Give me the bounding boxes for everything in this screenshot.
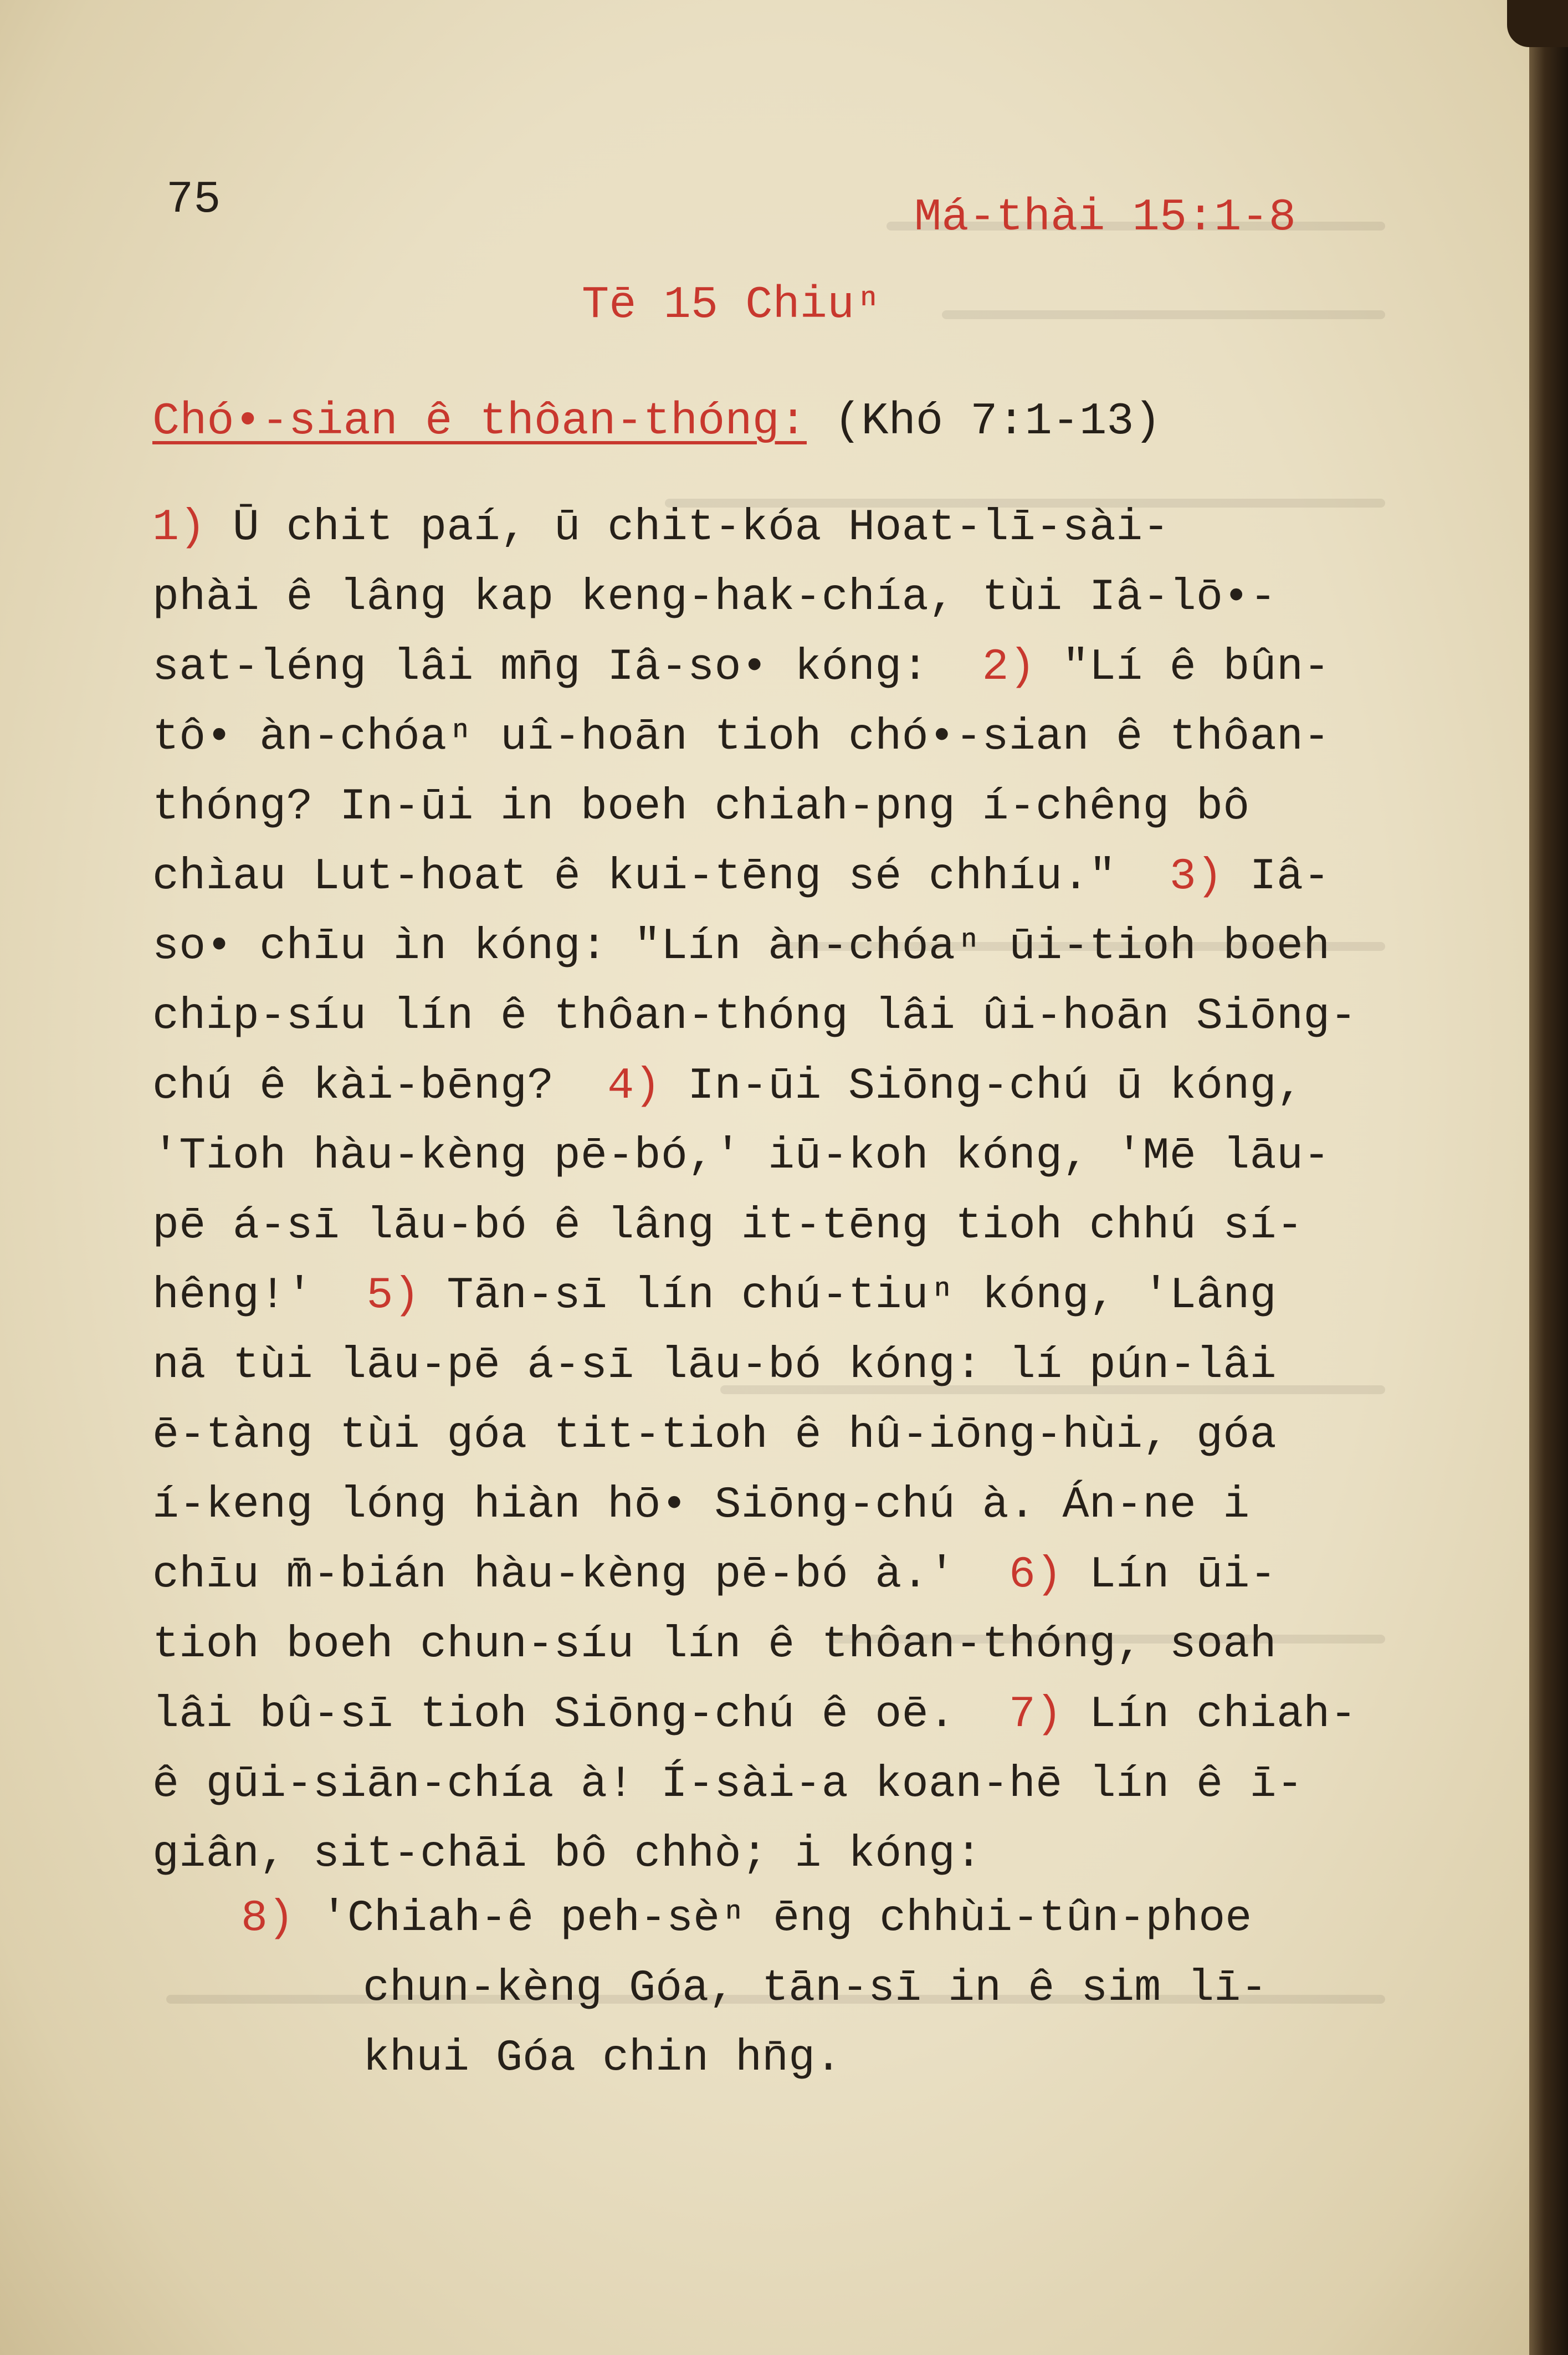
verse-text: Ū chit paí, ū chit-kóa Hoat-lī-sài- xyxy=(206,503,1170,553)
text-line xyxy=(152,1052,1438,1122)
text-line xyxy=(152,1610,1438,1680)
chapter-heading: Tē 15 Chiuⁿ xyxy=(582,279,882,331)
text-line xyxy=(152,1954,1438,2024)
verse-number: 2) xyxy=(982,642,1036,693)
verse-text: Lín chiah- xyxy=(1062,1690,1357,1740)
verse-text: 'Tioh hàu-kèng pē-bó,' iū-koh kóng, 'Mē lāu- xyxy=(152,1131,1330,1181)
text-line xyxy=(152,1680,1438,1750)
verse-text: chip-síu lín ê thôan-thóng lâi ûi-hoān Siōng- xyxy=(152,991,1357,1042)
quotation-block xyxy=(152,1884,1438,2093)
section-heading xyxy=(152,396,1161,447)
verse-text: phài ê lâng kap keng-hak-chía, tùi Iâ-lō•- xyxy=(152,572,1277,623)
text-line xyxy=(152,703,1438,772)
verse-text: chú ê kài-bēng? xyxy=(152,1061,608,1112)
text-line xyxy=(152,1261,1438,1331)
corner-shadow xyxy=(1507,0,1568,47)
verse-number: 1) xyxy=(152,503,206,553)
verse-text: hêng!' xyxy=(152,1271,367,1321)
text-line xyxy=(152,982,1438,1052)
verse-text: "Lí ê bûn- xyxy=(1036,642,1330,693)
text-line xyxy=(152,633,1438,703)
verse-text: giân, sit-chāi bô chhò; i kóng: xyxy=(152,1829,982,1880)
verse-text: tioh boeh chun-síu lín ê thôan-thóng, soah xyxy=(152,1620,1277,1670)
verse-text: chìau Lut-hoat ê kui-tēng sé chhíu." xyxy=(152,852,1170,902)
section-reference: (Khó 7:1-13) xyxy=(834,396,1161,447)
text-line xyxy=(152,1401,1438,1471)
running-head: Má-thài 15:1-8 xyxy=(914,192,1296,243)
page-number: 75 xyxy=(166,174,221,226)
verse-text: chun-kèng Góa, tān-sī in ê sim lī- xyxy=(363,1963,1268,2014)
text-line xyxy=(152,772,1438,842)
verse-text: thóng? In-ūi in boeh chiah-png í-chêng bô xyxy=(152,782,1250,832)
text-line xyxy=(152,1122,1438,1191)
verse-text: chīu m̄-bián hàu-kèng pē-bó à.' xyxy=(152,1550,1009,1600)
verse-number: 8) xyxy=(241,1893,295,1944)
verse-text: ē-tàng tùi góa tit-tioh ê hû-iōng-hùi, góa xyxy=(152,1410,1277,1461)
verse-text: í-keng lóng hiàn hō• Siōng-chú à. Án-ne i xyxy=(152,1480,1250,1530)
text-line xyxy=(152,2024,1438,2093)
verse-text: nā tùi lāu-pē á-sī lāu-bó kóng: lí pún-lâi xyxy=(152,1340,1277,1391)
verse-text: khui Góa chin hn̄g. xyxy=(363,2033,842,2083)
text-line xyxy=(152,493,1438,563)
verse-text: so• chīu ìn kóng: "Lín àn-chóaⁿ ūi-tioh boeh xyxy=(152,921,1330,972)
verse-text: sat-léng lâi mn̄g Iâ-so• kóng: xyxy=(152,642,982,693)
text-line xyxy=(152,1540,1438,1610)
book-binding-edge xyxy=(1529,0,1568,2355)
text-line xyxy=(152,563,1438,633)
verse-text: Iâ- xyxy=(1223,852,1330,902)
text-line xyxy=(152,912,1438,982)
verse-text: ê gūi-siān-chía à! Í-sài-a koan-hē lín ê ī- xyxy=(152,1759,1304,1810)
text-line xyxy=(152,1884,1438,1954)
verse-text: 'Chiah-ê peh-sèⁿ ēng chhùi-tûn-phoe xyxy=(294,1893,1252,1944)
verse-number: 6) xyxy=(1008,1550,1063,1600)
verse-text: Tān-sī lín chú-tiuⁿ kóng, 'Lâng xyxy=(420,1271,1277,1321)
verse-number: 5) xyxy=(366,1271,421,1321)
verse-number: 3) xyxy=(1169,852,1223,902)
verse-text: pē á-sī lāu-bó ê lâng it-tēng tioh chhú sí- xyxy=(152,1201,1304,1251)
verse-text: In-ūi Siōng-chú ū kóng, xyxy=(660,1061,1304,1112)
text-line xyxy=(152,842,1438,912)
text-line xyxy=(152,1191,1438,1261)
verse-text: tô• àn-chóaⁿ uî-hoān tioh chó•-sian ê thôan- xyxy=(152,712,1330,762)
verse-number: 7) xyxy=(1008,1690,1063,1740)
text-line xyxy=(152,1331,1438,1401)
text-line xyxy=(152,1750,1438,1820)
text-line xyxy=(152,1820,1438,1890)
verse-number: 4) xyxy=(607,1061,661,1112)
verse-text: Lín ūi- xyxy=(1062,1550,1277,1600)
section-title: Chó•-sian ê thôan-thóng: xyxy=(152,396,807,447)
text-line xyxy=(152,1471,1438,1540)
body-text xyxy=(152,493,1438,1890)
verse-text: lâi bû-sī tioh Siōng-chú ê oē. xyxy=(152,1690,1009,1740)
